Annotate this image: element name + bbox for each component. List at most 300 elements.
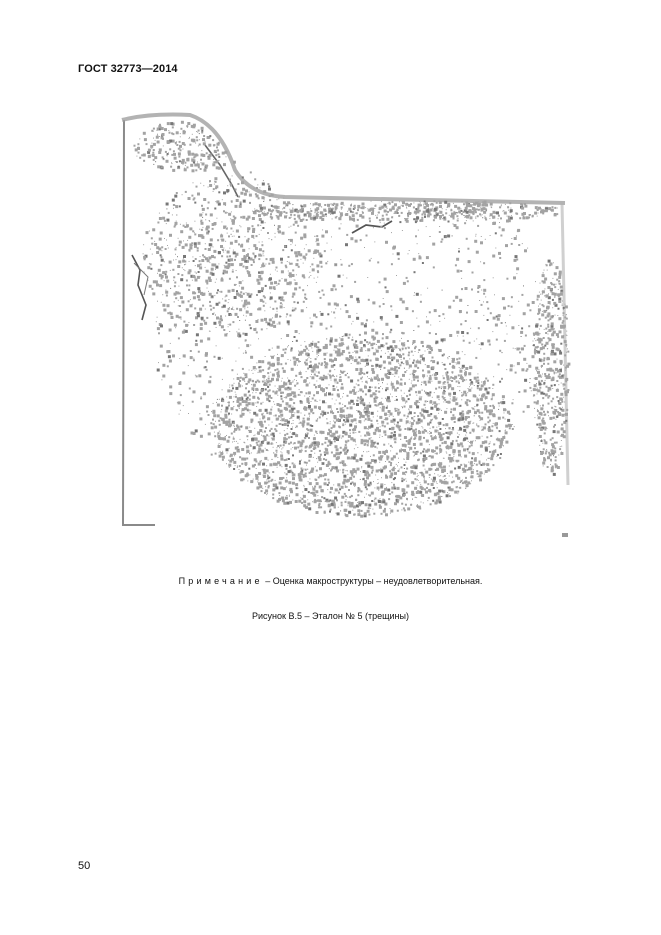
speckle bbox=[253, 329, 254, 330]
speckle bbox=[231, 414, 232, 415]
speckle bbox=[299, 287, 301, 289]
speckle bbox=[473, 422, 474, 423]
speckle bbox=[427, 432, 428, 433]
speckle bbox=[421, 487, 424, 490]
speckle bbox=[454, 211, 455, 212]
speckle bbox=[374, 377, 377, 380]
speckle bbox=[149, 231, 150, 232]
speckle bbox=[378, 346, 381, 349]
speckle bbox=[485, 217, 487, 219]
speckle bbox=[210, 213, 213, 216]
speckle bbox=[476, 404, 478, 406]
speckle bbox=[361, 347, 363, 349]
speckle bbox=[537, 351, 540, 354]
speckle bbox=[374, 208, 375, 209]
speckle bbox=[422, 427, 423, 428]
speckle bbox=[443, 386, 446, 389]
speckle bbox=[292, 269, 294, 271]
speckle bbox=[361, 510, 363, 512]
speckle bbox=[219, 443, 220, 444]
speckle bbox=[200, 323, 203, 326]
speckle bbox=[416, 395, 417, 396]
speckle bbox=[342, 482, 345, 485]
speckle bbox=[292, 427, 293, 428]
speckle bbox=[474, 341, 475, 342]
speckle bbox=[553, 302, 556, 305]
speckle bbox=[202, 208, 205, 211]
speckle bbox=[482, 426, 483, 427]
speckle bbox=[452, 366, 454, 368]
speckle bbox=[443, 377, 445, 379]
speckle bbox=[321, 266, 323, 268]
speckle bbox=[554, 328, 555, 329]
speckle bbox=[303, 349, 306, 352]
speckle bbox=[161, 277, 163, 279]
speckle bbox=[342, 424, 344, 426]
speckle bbox=[429, 378, 430, 379]
speckle bbox=[473, 220, 474, 221]
speckle bbox=[154, 156, 157, 159]
speckle bbox=[490, 213, 493, 216]
speckle bbox=[337, 346, 338, 347]
speckle bbox=[534, 348, 536, 350]
speckle bbox=[242, 249, 245, 252]
speckle bbox=[427, 401, 428, 402]
speckle bbox=[274, 205, 277, 208]
speckle bbox=[205, 167, 206, 168]
speckle bbox=[449, 493, 450, 494]
speckle bbox=[214, 435, 216, 437]
speckle bbox=[448, 393, 451, 396]
speckle bbox=[293, 408, 295, 410]
speckle bbox=[406, 423, 407, 424]
speckle bbox=[543, 448, 545, 450]
speckle bbox=[393, 368, 396, 371]
speckle bbox=[394, 422, 395, 423]
speckle bbox=[376, 405, 378, 407]
speckle bbox=[282, 499, 285, 502]
speckle bbox=[256, 235, 258, 237]
speckle bbox=[180, 296, 183, 299]
speckle bbox=[321, 313, 324, 316]
speckle bbox=[216, 327, 217, 328]
speckle bbox=[349, 216, 351, 218]
speckle bbox=[491, 398, 493, 400]
speckle bbox=[442, 218, 443, 219]
speckle bbox=[312, 488, 315, 491]
speckle bbox=[443, 364, 444, 365]
speckle bbox=[183, 164, 184, 165]
speckle bbox=[388, 443, 389, 444]
speckle bbox=[329, 359, 332, 362]
speckle bbox=[534, 338, 535, 339]
speckle bbox=[234, 396, 235, 397]
speckle bbox=[332, 218, 333, 219]
speckle bbox=[377, 443, 379, 445]
speckle bbox=[227, 233, 228, 234]
speckle bbox=[542, 294, 543, 295]
speckle bbox=[294, 251, 297, 254]
speckle bbox=[344, 448, 346, 450]
speckle bbox=[338, 419, 340, 421]
speckle bbox=[495, 248, 496, 249]
speckle bbox=[469, 467, 471, 469]
speckle bbox=[231, 211, 232, 212]
speckle bbox=[534, 408, 535, 409]
speckle bbox=[493, 211, 496, 214]
speckle bbox=[538, 374, 541, 377]
speckle bbox=[468, 260, 471, 263]
speckle bbox=[431, 456, 434, 459]
speckle bbox=[548, 319, 550, 321]
speckle bbox=[354, 348, 355, 349]
speckle bbox=[213, 159, 214, 160]
speckle bbox=[417, 207, 419, 209]
speckle bbox=[356, 410, 357, 411]
speckle bbox=[566, 365, 569, 368]
speckle bbox=[154, 243, 157, 246]
speckle bbox=[280, 410, 283, 413]
speckle bbox=[340, 410, 343, 413]
speckle bbox=[290, 399, 291, 400]
speckle bbox=[524, 389, 527, 392]
speckle bbox=[259, 204, 262, 207]
speckle bbox=[427, 500, 428, 501]
speckle bbox=[390, 373, 391, 374]
speckle bbox=[409, 379, 410, 380]
speckle bbox=[236, 276, 238, 278]
speckle bbox=[393, 484, 395, 486]
speckle bbox=[179, 241, 182, 244]
speckle bbox=[484, 216, 485, 217]
speckle bbox=[533, 341, 534, 342]
speckle bbox=[376, 374, 378, 376]
speckle bbox=[328, 208, 331, 211]
speckle bbox=[485, 470, 488, 473]
speckle bbox=[495, 232, 497, 234]
speckle bbox=[563, 335, 564, 336]
speckle bbox=[285, 363, 287, 365]
speckle bbox=[174, 282, 176, 284]
speckle bbox=[470, 477, 471, 478]
speckle bbox=[460, 480, 462, 482]
speckle bbox=[459, 405, 461, 407]
speckle bbox=[242, 300, 243, 301]
speckle bbox=[152, 292, 155, 295]
speckle bbox=[218, 167, 221, 170]
speckle bbox=[533, 394, 535, 396]
speckle bbox=[262, 227, 264, 229]
speckle bbox=[201, 317, 204, 320]
speckle bbox=[559, 398, 562, 401]
speckle bbox=[371, 472, 373, 474]
speckle bbox=[481, 412, 483, 414]
speckle bbox=[162, 133, 165, 136]
speckle bbox=[561, 446, 562, 447]
speckle bbox=[277, 368, 279, 370]
speckle bbox=[292, 406, 293, 407]
speckle bbox=[319, 458, 322, 461]
speckle bbox=[554, 384, 556, 386]
speckle bbox=[429, 375, 431, 377]
speckle bbox=[276, 452, 277, 453]
speckle bbox=[272, 438, 275, 441]
speckle bbox=[367, 410, 368, 411]
speckle bbox=[544, 427, 546, 429]
speckle bbox=[159, 124, 161, 126]
speckle bbox=[356, 384, 357, 385]
speckle bbox=[258, 290, 261, 293]
speckle bbox=[384, 345, 385, 346]
speckle bbox=[191, 159, 194, 162]
speckle bbox=[225, 436, 226, 437]
speckle bbox=[406, 395, 408, 397]
speckle bbox=[313, 446, 316, 449]
speckle bbox=[357, 513, 360, 516]
speckle bbox=[187, 240, 188, 241]
speckle bbox=[438, 413, 439, 414]
speckle bbox=[159, 148, 162, 151]
speckle bbox=[468, 441, 469, 442]
speckle bbox=[541, 367, 542, 368]
speckle bbox=[270, 307, 271, 308]
speckle bbox=[292, 477, 295, 480]
speckle bbox=[167, 312, 169, 314]
speckle bbox=[248, 378, 251, 381]
speckle bbox=[425, 400, 427, 402]
speckle bbox=[538, 306, 539, 307]
speckle bbox=[310, 275, 311, 276]
speckle bbox=[311, 374, 312, 375]
speckle bbox=[246, 435, 248, 437]
speckle bbox=[567, 348, 568, 349]
speckle bbox=[507, 216, 508, 217]
speckle bbox=[401, 466, 403, 468]
speckle bbox=[153, 143, 156, 146]
speckle bbox=[358, 420, 361, 423]
speckle bbox=[438, 474, 439, 475]
speckle bbox=[253, 446, 256, 449]
speckle bbox=[229, 385, 230, 386]
speckle bbox=[347, 440, 349, 442]
speckle bbox=[364, 480, 367, 483]
speckle bbox=[456, 358, 458, 360]
speckle bbox=[282, 477, 284, 479]
speckle bbox=[312, 412, 314, 414]
speckle bbox=[287, 428, 288, 429]
speckle bbox=[551, 327, 554, 330]
speckle bbox=[436, 453, 438, 455]
speckle bbox=[542, 397, 544, 399]
speckle bbox=[180, 278, 183, 281]
speckle bbox=[328, 374, 329, 375]
speckle bbox=[223, 163, 226, 166]
speckle bbox=[519, 217, 521, 219]
speckle bbox=[169, 329, 172, 332]
speckle bbox=[174, 157, 177, 160]
speckle bbox=[264, 457, 267, 460]
speckle bbox=[537, 409, 538, 410]
speckle bbox=[369, 220, 371, 222]
speckle bbox=[557, 370, 560, 373]
speckle bbox=[200, 183, 201, 184]
speckle bbox=[333, 421, 334, 422]
speckle bbox=[168, 130, 169, 131]
speckle bbox=[528, 217, 530, 219]
speckle bbox=[432, 404, 433, 405]
speckle bbox=[403, 494, 405, 496]
speckle bbox=[561, 440, 562, 441]
speckle bbox=[318, 363, 320, 365]
speckle bbox=[411, 436, 412, 437]
speckle bbox=[470, 421, 471, 422]
speckle bbox=[457, 491, 459, 493]
speckle bbox=[420, 443, 423, 446]
speckle bbox=[469, 452, 471, 454]
speckle bbox=[208, 231, 210, 233]
speckle bbox=[550, 439, 552, 441]
speckle bbox=[289, 490, 290, 491]
speckle bbox=[369, 378, 370, 379]
speckle bbox=[536, 402, 539, 405]
speckle bbox=[442, 342, 443, 343]
speckle bbox=[176, 144, 178, 146]
speckle bbox=[168, 152, 169, 153]
speckle bbox=[268, 395, 271, 398]
speckle bbox=[159, 128, 161, 130]
speckle bbox=[251, 387, 254, 390]
speckle bbox=[321, 362, 323, 364]
speckle bbox=[315, 431, 317, 433]
speckle bbox=[457, 386, 458, 387]
speckle bbox=[546, 368, 549, 371]
speckle bbox=[245, 377, 246, 378]
speckle bbox=[244, 442, 245, 443]
speckle bbox=[317, 499, 318, 500]
speckle bbox=[288, 393, 291, 396]
speckle bbox=[400, 321, 403, 324]
speckle bbox=[552, 346, 555, 349]
speckle bbox=[409, 450, 410, 451]
speckle bbox=[138, 152, 140, 154]
speckle bbox=[217, 414, 220, 417]
speckle bbox=[436, 403, 438, 405]
speckle bbox=[339, 435, 340, 436]
speckle bbox=[547, 286, 550, 289]
speckle bbox=[448, 487, 450, 489]
speckle bbox=[233, 406, 234, 407]
speckle bbox=[203, 320, 205, 322]
speckle bbox=[390, 435, 393, 438]
speckle bbox=[212, 419, 214, 421]
speckle bbox=[387, 396, 390, 399]
speckle bbox=[231, 202, 232, 203]
speckle bbox=[461, 213, 463, 215]
speckle bbox=[444, 368, 446, 370]
speckle bbox=[417, 359, 418, 360]
speckle bbox=[362, 491, 363, 492]
speckle bbox=[164, 261, 165, 262]
speckle bbox=[505, 419, 506, 420]
speckle bbox=[405, 504, 407, 506]
speckle bbox=[477, 373, 478, 374]
speckle bbox=[432, 357, 434, 359]
speckle bbox=[342, 460, 345, 463]
speckle bbox=[366, 451, 367, 452]
speckle bbox=[324, 482, 327, 485]
speckle bbox=[282, 367, 284, 369]
speckle bbox=[532, 215, 534, 217]
speckle bbox=[469, 373, 471, 375]
speckle bbox=[261, 360, 264, 363]
speckle bbox=[407, 415, 409, 417]
speckle bbox=[236, 284, 237, 285]
speckle bbox=[548, 395, 550, 397]
speckle bbox=[333, 312, 335, 314]
speckle bbox=[179, 205, 181, 207]
speckle bbox=[234, 296, 237, 299]
speckle bbox=[296, 434, 297, 435]
speckle bbox=[371, 368, 374, 371]
speckle bbox=[219, 399, 220, 400]
speckle bbox=[505, 431, 508, 434]
speckle bbox=[410, 504, 412, 506]
speckle bbox=[565, 344, 567, 346]
speckle bbox=[387, 347, 390, 350]
speckle bbox=[442, 214, 444, 216]
speckle bbox=[478, 415, 480, 417]
speckle bbox=[213, 188, 215, 190]
speckle bbox=[509, 413, 511, 415]
speckle bbox=[308, 397, 309, 398]
speckle bbox=[468, 421, 471, 424]
speckle bbox=[329, 344, 331, 346]
speckle bbox=[289, 227, 290, 228]
speckle bbox=[241, 458, 244, 461]
speckle bbox=[325, 204, 326, 205]
speckle bbox=[275, 480, 276, 481]
speckle bbox=[376, 217, 378, 219]
speckle bbox=[552, 370, 554, 372]
speckle bbox=[465, 488, 466, 489]
speckle bbox=[365, 381, 367, 383]
speckle bbox=[303, 500, 306, 503]
speckle bbox=[341, 496, 344, 499]
speckle bbox=[274, 369, 276, 371]
speckle bbox=[436, 499, 439, 502]
speckle bbox=[557, 336, 559, 338]
speckle bbox=[487, 421, 489, 423]
speckle bbox=[212, 163, 215, 166]
speckle bbox=[360, 471, 361, 472]
speckle bbox=[441, 410, 442, 411]
speckle bbox=[408, 352, 410, 354]
speckle bbox=[201, 205, 203, 207]
speckle bbox=[441, 496, 442, 497]
speckle bbox=[404, 428, 406, 430]
speckle bbox=[224, 266, 227, 269]
speckle bbox=[339, 454, 340, 455]
speckle bbox=[485, 378, 487, 380]
speckle bbox=[252, 217, 255, 220]
speckle bbox=[480, 207, 481, 208]
speckle bbox=[487, 391, 488, 392]
speckle bbox=[557, 388, 558, 389]
speckle bbox=[435, 388, 437, 390]
speckle bbox=[274, 465, 275, 466]
speckle bbox=[340, 452, 342, 454]
speckle bbox=[381, 350, 382, 351]
